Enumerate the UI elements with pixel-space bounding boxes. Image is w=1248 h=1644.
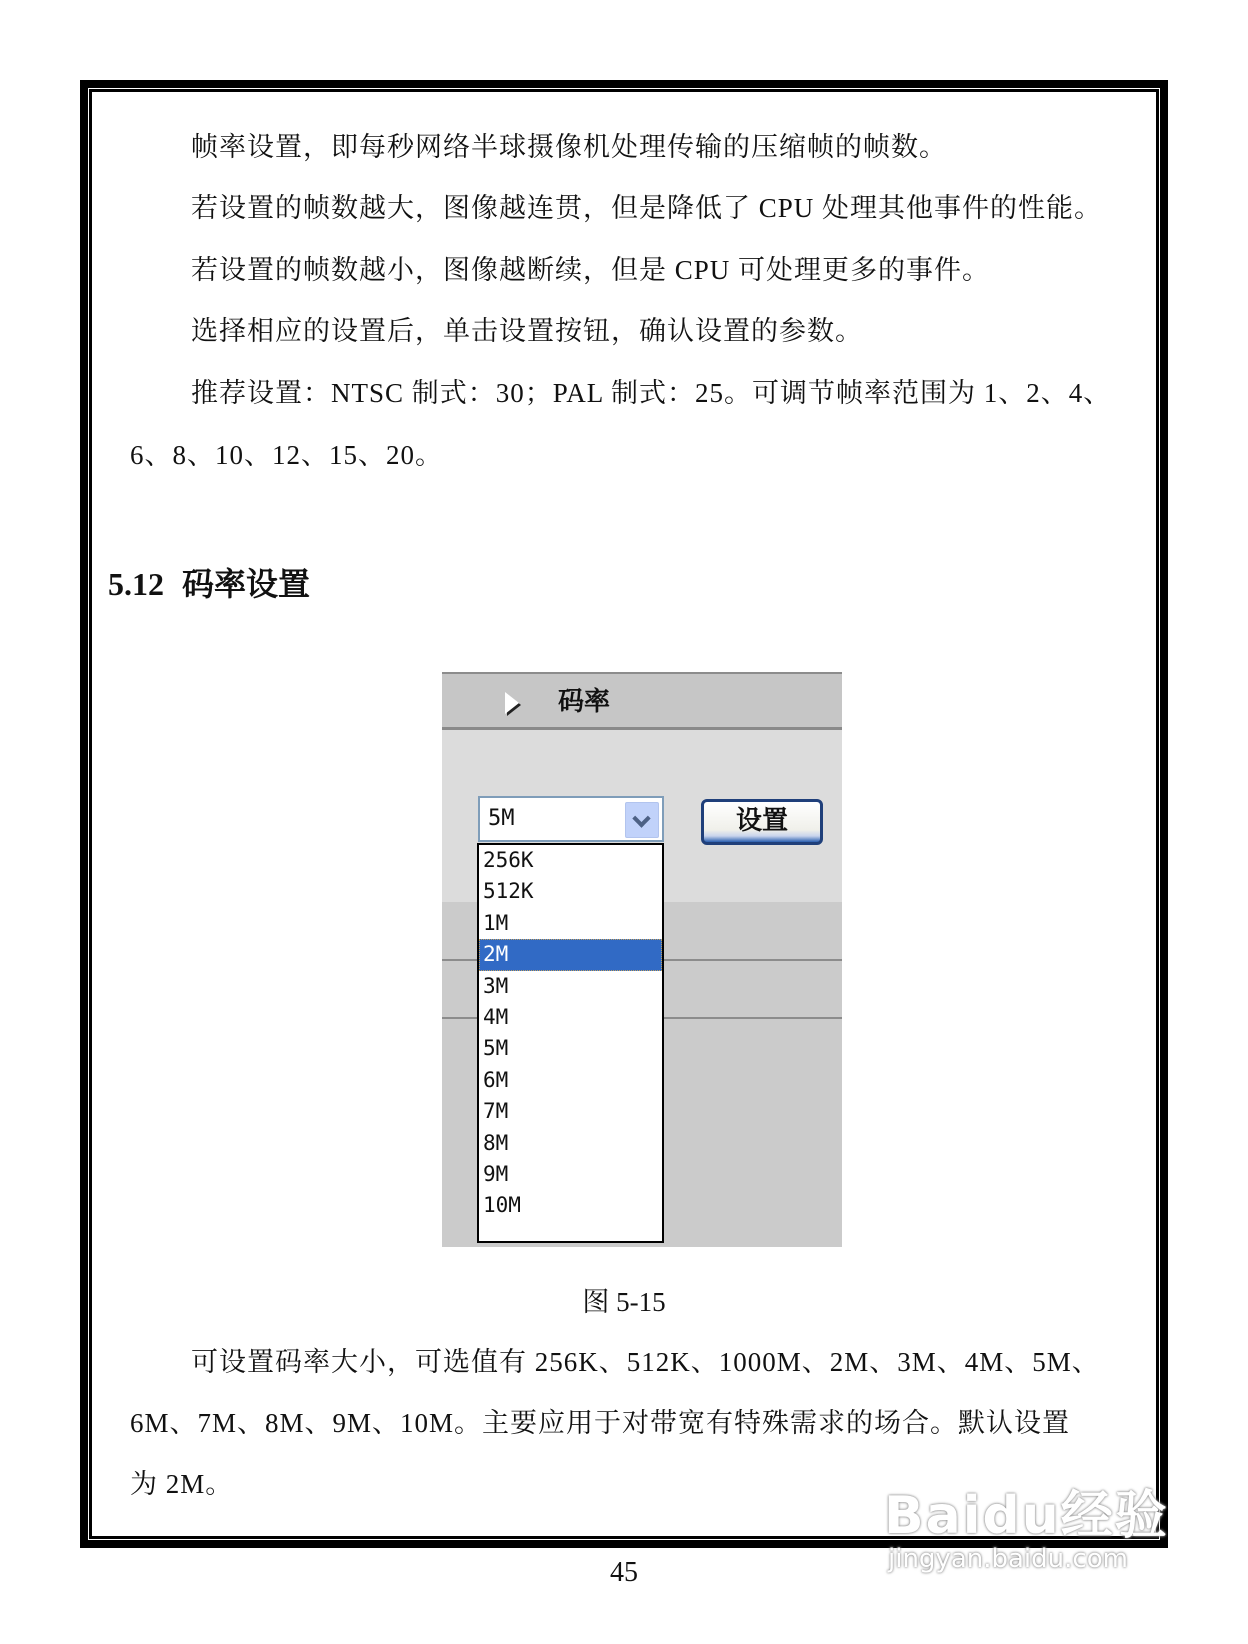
watermark-url: jingyan.baidu.com xyxy=(888,1544,1128,1574)
option-5m[interactable]: 5M xyxy=(483,1036,509,1061)
paragraph-line: 为 2M。 xyxy=(130,1469,234,1499)
baidu-jingyan-watermark xyxy=(884,1488,1169,1574)
figure-caption: 图 5-15 xyxy=(582,1287,666,1317)
section-title: 码率设置 xyxy=(182,566,311,602)
option-256k[interactable]: 256K xyxy=(483,848,534,872)
panel-title: 码率 xyxy=(558,687,611,717)
section-number: 5.12 xyxy=(108,566,164,602)
option-10m[interactable]: 10M xyxy=(483,1193,521,1218)
page-number: 45 xyxy=(610,1557,638,1588)
paragraph-line: 6、8、10、12、15、20。 xyxy=(130,440,443,470)
set-button[interactable]: 设置 xyxy=(701,799,823,845)
option-512k[interactable]: 512K xyxy=(483,879,534,904)
bitrate-settings-panel xyxy=(442,672,842,1247)
option-9m[interactable]: 9M xyxy=(483,1161,509,1186)
paragraph-line: 若设置的帧数越小，图像越断续，但是 CPU 可处理更多的事件。 xyxy=(191,255,991,285)
option-3m[interactable]: 3M xyxy=(483,973,509,998)
option-7m[interactable]: 7M xyxy=(483,1099,509,1124)
paragraph-line: 6M、7M、8M、9M、10M。主要应用于对带宽有特殊需求的场合。默认设置 xyxy=(130,1408,1071,1438)
bitrate-select[interactable] xyxy=(478,796,664,842)
option-8m[interactable]: 8M xyxy=(483,1130,509,1155)
option-6m[interactable]: 6M xyxy=(483,1067,509,1092)
paragraph-line: 可设置码率大小，可选值有 256K、512K、1000M、2M、3M、4M、5M、 xyxy=(191,1347,1100,1377)
option-2m[interactable]: 2M xyxy=(479,939,662,970)
expand-arrow-icon xyxy=(505,692,519,714)
paragraph-line: 帧率设置，即每秒网络半球摄像机处理传输的压缩帧的帧数。 xyxy=(191,132,947,162)
chevron-down-icon[interactable] xyxy=(625,802,659,838)
paragraph-line: 若设置的帧数越大，图像越连贯，但是降低了 CPU 处理其他事件的性能。 xyxy=(191,193,1103,223)
watermark-logo: Baidu经验 xyxy=(884,1486,1169,1546)
paragraph-line: 选择相应的设置后，单击设置按钮，确认设置的参数。 xyxy=(191,316,863,346)
bitrate-select-value: 5M xyxy=(488,806,515,831)
section-heading xyxy=(108,564,310,604)
paragraph-line: 推荐设置：NTSC 制式：30；PAL 制式：25。可调节帧率范围为 1、2、4、 xyxy=(191,378,1112,408)
option-4m[interactable]: 4M xyxy=(483,1004,509,1029)
option-1m[interactable]: 1M xyxy=(483,910,509,935)
panel-header[interactable] xyxy=(442,672,842,730)
bitrate-options-list[interactable] xyxy=(477,843,664,1243)
